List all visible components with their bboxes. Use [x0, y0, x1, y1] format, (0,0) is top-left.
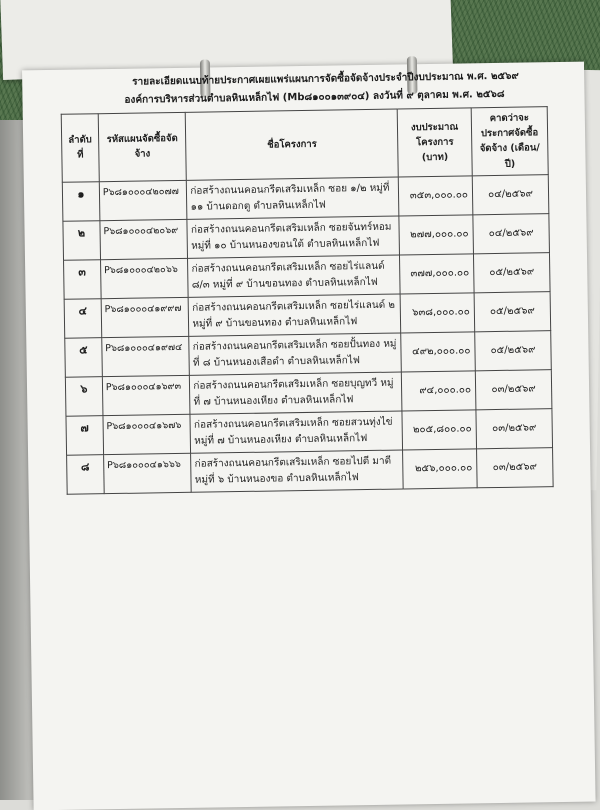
row-budget: ๒๐๕,๘๐๐.๐๐	[402, 410, 476, 450]
row-budget: ๙๔,๐๐๐.๐๐	[402, 371, 476, 411]
row-budget: ๓๗๗,๐๐๐.๐๐	[400, 254, 474, 294]
row-project-name: ก่อสร้างถนนคอนกรีตเสริมเหล็ก ซอยปั้นทอง หมู่ที่ ๘ บ้านหนองเสือดำ ตำบลหินเหล็กไฟ	[189, 333, 401, 375]
header-expected-date: คาดว่าจะ ประกาศจัดซื้อ จัดจ้าง (เดือน/ปี)	[471, 107, 548, 176]
header-code: รหัสแผนจัดซื้อจัด จ้าง	[98, 112, 187, 181]
row-project-name: ก่อสร้างถนนคอนกรีตเสริมเหล็ก ซอย ๑/๒ หมู่ที่ ๑๑ บ้านดอกตู ตำบลหินเหล็กไฟ	[187, 177, 399, 219]
row-date: ๐๕/๒๕๖๙	[474, 291, 551, 331]
row-code: P๖๘๑๐๐๐๔๑๖๗๖	[103, 414, 191, 454]
row-date: ๐๓/๒๕๖๙	[475, 369, 552, 409]
row-code: P๖๘๑๐๐๐๔๑๙๗๔	[102, 336, 190, 376]
row-budget: ๒๗๗,๐๐๐.๐๐	[399, 215, 473, 255]
table-row	[67, 447, 554, 494]
row-no: ๔	[64, 298, 101, 338]
document-subtitle: องค์การบริหารส่วนตำบลหินเหล็กไฟ (Mb๘๑๐๐๑๓๙๐๔) ลงวันที่ ๙ ตุลาคม พ.ศ. ๒๕๖๘	[124, 88, 505, 106]
row-code: P๖๘๑๐๐๐๔๒๐๖๖	[100, 258, 188, 298]
row-no: ๗	[66, 415, 103, 455]
row-code: P๖๘๑๐๐๐๔๑๖๙๓	[102, 375, 190, 415]
row-code: P๖๘๑๐๐๐๔๑๖๖๖	[103, 453, 191, 493]
row-no: ๑	[62, 181, 99, 221]
table-header-row	[61, 107, 548, 182]
row-budget: ๔๙๒,๐๐๐.๐๐	[401, 332, 475, 372]
row-date: ๐๕/๒๕๖๙	[473, 252, 550, 292]
row-budget: ๖๓๘,๐๐๐.๐๐	[400, 293, 474, 333]
row-code: P๖๘๑๐๐๐๔๑๙๙๗	[101, 297, 189, 337]
row-date: ๐๕/๒๕๖๙	[475, 330, 552, 370]
row-date: ๐๓/๒๕๖๙	[476, 447, 553, 487]
row-project-name: ก่อสร้างถนนคอนกรีตเสริมเหล็ก ซอยสวนทุ่งไข่ หมู่ที่ ๗ บ้านหนองเหียง ตำบลหินเหล็กไฟ	[190, 411, 402, 453]
row-no: ๘	[67, 454, 104, 494]
procurement-plan-table	[61, 106, 554, 494]
row-budget: ๓๕๓,๐๐๐.๐๐	[399, 176, 473, 216]
document-page	[22, 62, 596, 810]
row-date: ๐๔/๒๕๖๙	[473, 213, 550, 253]
header-budget: งบประมาณ โครงการ (บาท)	[397, 108, 472, 177]
header-no: ลำดับ ที่	[61, 114, 99, 182]
row-project-name: ก่อสร้างถนนคอนกรีตเสริมเหล็ก ซอยไร่แลนด์ ๘/๓ หมู่ที่ ๙ บ้านขอนทอง ตำบลหินเหล็กไฟ	[188, 255, 400, 297]
row-date: ๐๓/๒๕๖๙	[476, 408, 553, 448]
row-project-name: ก่อสร้างถนนคอนกรีตเสริมเหล็ก ซอยไร่แลนด์ ๒ หมู่ที่ ๙ บ้านขอนทอง ตำบลหินเหล็กไฟ	[188, 294, 400, 336]
row-project-name: ก่อสร้างถนนคอนกรีตเสริมเหล็ก ซอยจันทร์หอม หมู่ที่ ๑๐ บ้านหนองขอนใต้ ตำบลหินเหล็กไฟ	[187, 216, 399, 258]
row-no: ๓	[64, 259, 101, 299]
header-project-name: ชื่อโครงการ	[186, 109, 399, 180]
row-date: ๐๔/๒๕๖๙	[472, 174, 549, 214]
row-project-name: ก่อสร้างถนนคอนกรีตเสริมเหล็ก ซอยไปตี มาตี หมู่ที่ ๖ บ้านหนองขอ ตำบลหินเหล็กไฟ	[191, 450, 403, 492]
row-code: P๖๘๑๐๐๐๔๒๐๖๙	[100, 219, 188, 259]
row-project-name: ก่อสร้างถนนคอนกรีตเสริมเหล็ก ซอยบุญทวี หมู่ที่ ๗ บ้านหนองเหียง ตำบลหินเหล็กไฟ	[190, 372, 402, 414]
row-budget: ๒๕๖,๐๐๐.๐๐	[403, 449, 477, 489]
row-no: ๖	[65, 376, 102, 416]
row-no: ๕	[65, 337, 102, 377]
row-code: P๖๘๑๐๐๐๔๒๐๗๗	[99, 180, 187, 220]
row-no: ๒	[63, 220, 100, 260]
document-title: รายละเอียดแนบท้ายประกาศเผยแพร่แผนการจัดซื้อจัดจ้างประจำปีงบประมาณ พ.ศ. ๒๕๖๙	[132, 70, 519, 88]
